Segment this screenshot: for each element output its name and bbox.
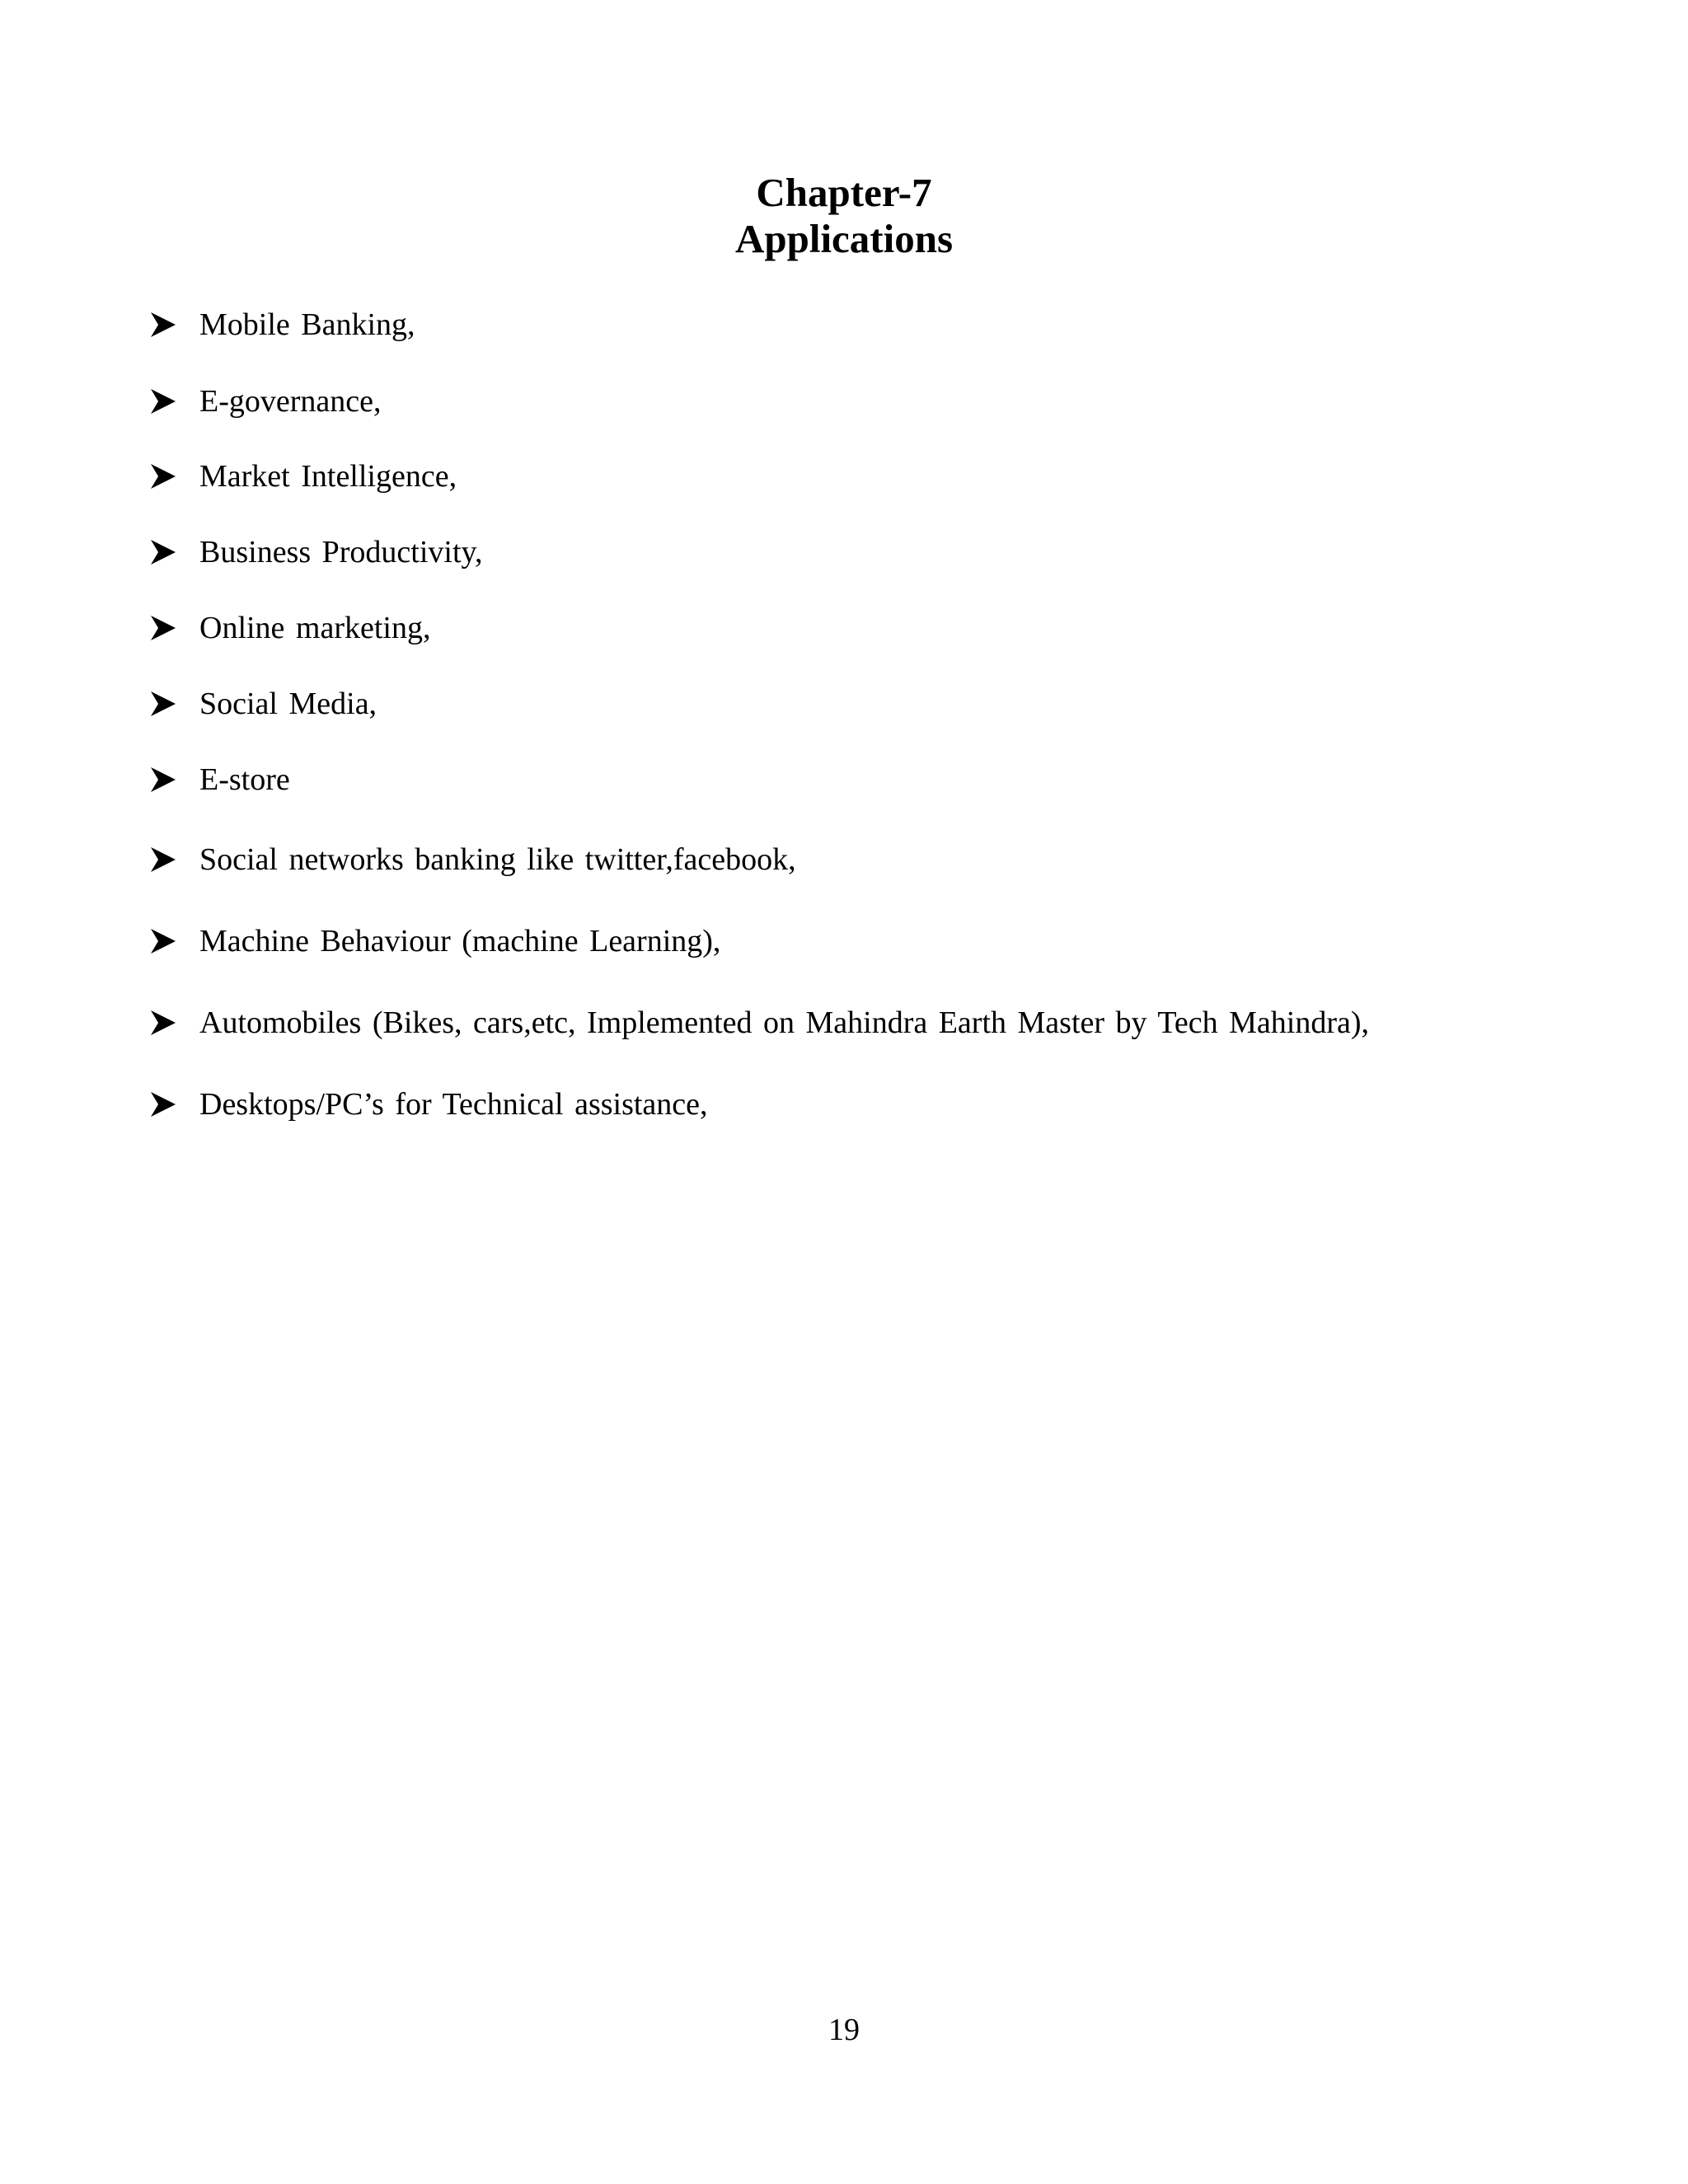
list-item-text: Social networks banking like twitter,facebook, <box>199 842 796 877</box>
list-item-text: Mobile Banking, <box>199 307 415 342</box>
arrowhead-bullet-icon <box>148 687 199 720</box>
arrowhead-bullet-icon <box>148 612 199 644</box>
page-number: 19 <box>828 2013 860 2047</box>
chapter-title: Applications <box>734 216 954 261</box>
list-item-text: Market Intelligence, <box>199 459 457 494</box>
list-item <box>148 453 457 499</box>
arrowhead-bullet-icon <box>148 843 199 876</box>
list-item <box>148 378 382 424</box>
list-item <box>148 757 290 803</box>
arrowhead-bullet-icon <box>148 385 199 418</box>
list-item <box>148 918 720 964</box>
arrowhead-bullet-icon <box>148 536 199 569</box>
chapter-label: Chapter-7 <box>756 170 932 215</box>
list-item <box>148 681 377 727</box>
list-item-text: Desktops/PC’s for Technical assistance, <box>199 1087 708 1122</box>
list-item-text: Automobiles (Bikes, cars,etc, Implemented on Mahindra Earth Master by Tech Mahindra), <box>199 1005 1370 1040</box>
arrowhead-bullet-icon <box>148 763 199 796</box>
list-item <box>148 302 415 348</box>
list-item-text: E-store <box>199 762 290 797</box>
list-item <box>148 1081 708 1127</box>
list-item <box>148 605 430 651</box>
list-item-text: Online marketing, <box>199 611 431 645</box>
list-item-text: Social Media, <box>199 687 377 721</box>
list-item-text: E-governance, <box>199 384 382 419</box>
list-item <box>148 529 483 575</box>
arrowhead-bullet-icon <box>148 308 199 341</box>
list-item-text: Business Productivity, <box>199 535 483 569</box>
list-item <box>148 837 796 883</box>
list-item-text: Machine Behaviour (machine Learning), <box>199 924 721 958</box>
arrowhead-bullet-icon <box>148 925 199 958</box>
arrowhead-bullet-icon <box>148 1006 199 1039</box>
list-item <box>148 1000 1369 1046</box>
arrowhead-bullet-icon <box>148 460 199 493</box>
arrowhead-bullet-icon <box>148 1088 199 1121</box>
